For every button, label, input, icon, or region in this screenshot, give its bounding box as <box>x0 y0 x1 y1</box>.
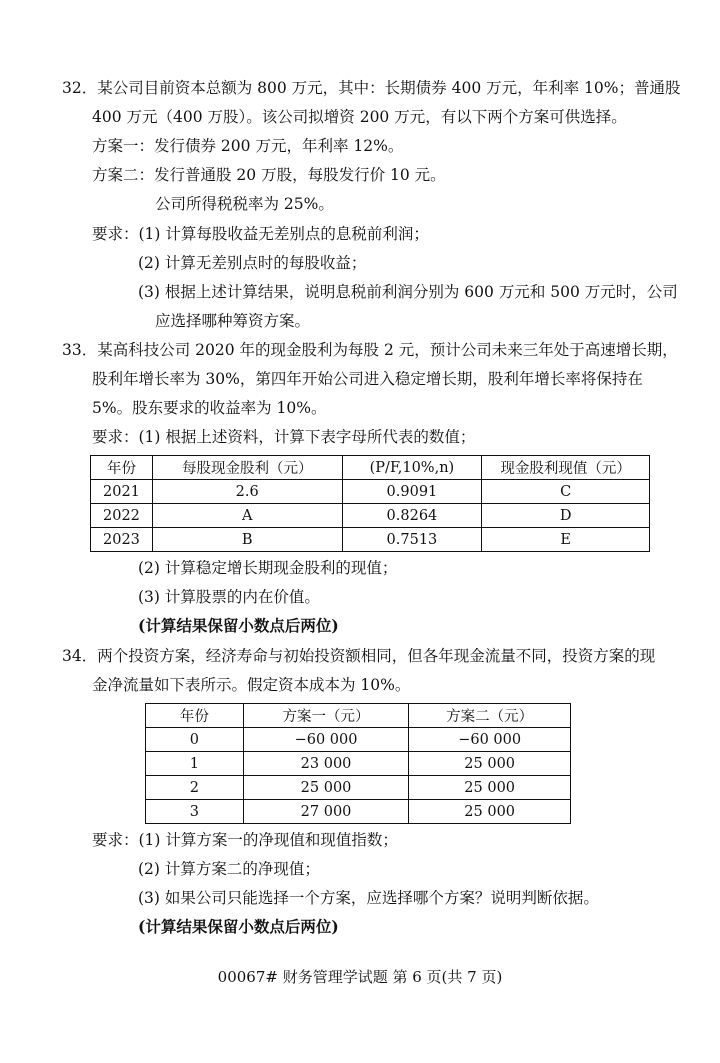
q34-rounding-note: (计算结果保留小数点后两位) <box>138 917 339 936</box>
q32-tax: 公司所得税税率为 25%。 <box>155 195 334 213</box>
q32-plan2: 方案二：发行普通股 20 万股，每股发行价 10 元。 <box>92 166 446 184</box>
q32-req3a: (3) 根据上述计算结果，说明息税前利润分别为 600 万元和 500 万元时，公司 <box>138 283 678 301</box>
q32-req3b: 应选择哪种筹资方案。 <box>155 312 311 330</box>
q34-line2: 金净流量如下表所示。假定资本成本为 10%。 <box>92 676 411 694</box>
table-cell: 0.9091 <box>342 480 482 504</box>
q32-req1: 要求：(1) 计算每股收益无差别点的息税前利润； <box>92 225 429 243</box>
table-cell: 27 000 <box>243 800 409 824</box>
table-cell: 23 000 <box>243 752 409 776</box>
table-cell: A <box>152 504 342 528</box>
q34-req2: (2) 计算方案二的净现值； <box>138 860 320 878</box>
table-cell: 0.7513 <box>342 528 482 552</box>
table-cell: 25 000 <box>409 800 571 824</box>
table-cell: 2.6 <box>152 480 342 504</box>
dividend-table <box>90 455 650 552</box>
table-cell: 2023 <box>91 528 153 552</box>
table-cell: 25 000 <box>243 776 409 800</box>
q32-req2: (2) 计算无差别点时的每股收益； <box>138 254 367 272</box>
table-cell: 25 000 <box>409 776 571 800</box>
table-cell: C <box>482 480 650 504</box>
table-row <box>146 752 571 776</box>
cashflow-table <box>145 703 571 824</box>
table-header-cell: 每股现金股利（元） <box>152 456 342 480</box>
table-row <box>146 728 571 752</box>
q33-line3: 5%。股东要求的收益率为 10%。 <box>92 399 327 417</box>
table-cell: 0 <box>146 728 244 752</box>
table-cell: 25 000 <box>409 752 571 776</box>
table-header-cell: (P/F,10%,n) <box>342 456 482 480</box>
table-header-cell: 年份 <box>91 456 153 480</box>
table-row <box>146 776 571 800</box>
q33-req2: (2) 计算稳定增长期现金股利的现值； <box>138 559 398 577</box>
q34-req3: (3) 如果公司只能选择一个方案，应选择哪个方案？说明判断依据。 <box>138 889 599 907</box>
q32-plan1: 方案一：发行债券 200 万元，年利率 12%。 <box>92 137 404 155</box>
q33-rounding-note: (计算结果保留小数点后两位) <box>138 616 339 635</box>
table-cell: 2021 <box>91 480 153 504</box>
table-cell: 0.8264 <box>342 504 482 528</box>
table-cell: 3 <box>146 800 244 824</box>
table-cell: D <box>482 504 650 528</box>
table-cell: −60 000 <box>243 728 409 752</box>
page-footer: 00067# 财务管理学试题 第 6 页(共 7 页) <box>217 968 503 986</box>
table-cell: −60 000 <box>409 728 571 752</box>
q33-req3: (3) 计算股票的内在价值。 <box>138 588 320 606</box>
q33-req1: 要求：(1) 根据上述资料，计算下表字母所代表的数值； <box>92 428 476 446</box>
table-row <box>146 800 571 824</box>
table-header-cell: 方案二（元） <box>409 704 571 728</box>
table-row <box>91 480 650 504</box>
q33-line1: 33．某高科技公司 2020 年的现金股利为每股 2 元，预计公司未来三年处于高速增长期， <box>62 341 678 359</box>
q34-req1: 要求：(1) 计算方案一的净现值和现值指数； <box>92 831 398 849</box>
q32-line2: 400 万元（400 万股）。该公司拟增资 200 万元，有以下两个方案可供选择。 <box>92 108 627 126</box>
table-header-cell: 年份 <box>146 704 244 728</box>
table-header-cell: 方案一（元） <box>243 704 409 728</box>
table-header-row <box>91 456 650 480</box>
table-cell: E <box>482 528 650 552</box>
table-header-row <box>146 704 571 728</box>
q34-line1: 34．两个投资方案，经济寿命与初始投资额相同，但各年现金流量不同，投资方案的现 <box>62 647 656 665</box>
table-cell: 1 <box>146 752 244 776</box>
table-row <box>91 528 650 552</box>
q32-line1: 32．某公司目前资本总额为 800 万元，其中：长期债券 400 万元，年利率 10%；普通股 <box>62 79 681 97</box>
table-cell: B <box>152 528 342 552</box>
table-header-cell: 现金股利现值（元） <box>482 456 650 480</box>
table-row <box>91 504 650 528</box>
table-cell: 2022 <box>91 504 153 528</box>
q33-line2: 股利年增长率为 30%，第四年开始公司进入稳定增长期，股利年增长率将保持在 <box>92 370 643 388</box>
table-cell: 2 <box>146 776 244 800</box>
